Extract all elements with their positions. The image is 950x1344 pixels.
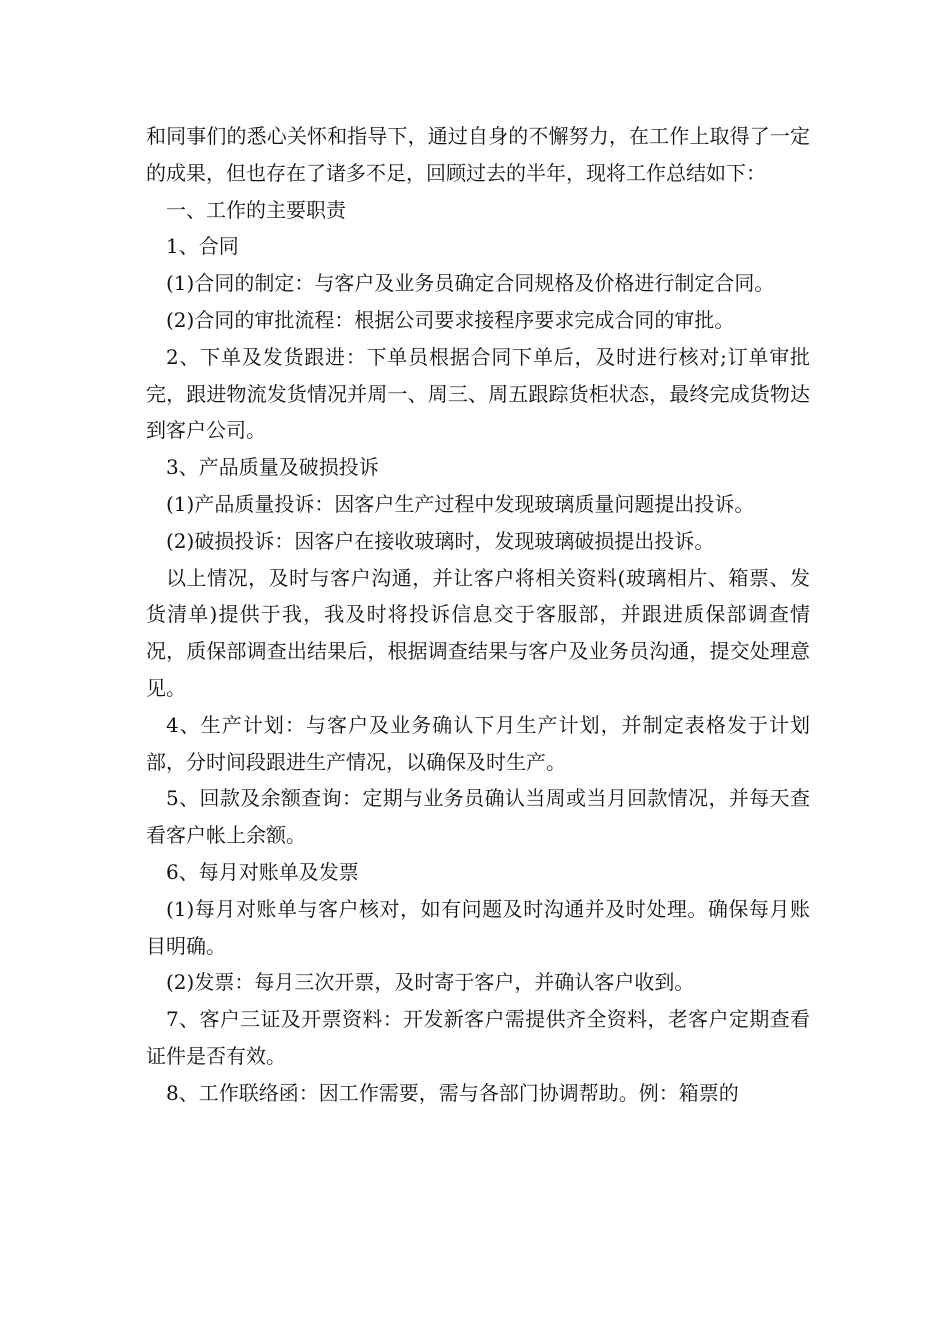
paragraph-intro: 和同事们的悉心关怀和指导下，通过自身的不懈努力，在工作上取得了一定的成果，但也存在了诸多不足，回顾过去的半年，现将工作总结如下：	[146, 124, 810, 185]
paragraph-quality-complaint: (1)产品质量投诉：因客户生产过程中发现玻璃质量问题提出投诉。	[166, 491, 755, 516]
paragraph-payment-balance: 5、回款及余额查询：定期与业务员确认当周或当月回款情况，并每天查看客户帐上余额。	[146, 786, 810, 848]
paragraph-order-shipping: 2、下单及发货跟进：下单员根据合同下单后，及时进行核对;订单审批完，跟进物流发货情况并周一、周三、周五跟踪货柜状态，最终完成货物达到客户公司。	[146, 344, 810, 443]
paragraph-customer-certificates: 7、客户三证及开票资料：开发新客户需提供齐全资料，老客户定期查看证件是否有效。	[146, 1007, 810, 1068]
paragraph-work-liaison: 8、工作联络函：因工作需要，需与各部门协调帮助。例：箱票的	[166, 1080, 739, 1105]
paragraph-invoices: (2)发票：每月三次开票，及时寄于客户，并确认客户收到。	[166, 970, 695, 995]
paragraph-production-plan: 4、生产计划：与客户及业务确认下月生产计划，并制定表格发于计划部，分时间段跟进生产情况，以确保及时生产。	[146, 712, 810, 774]
paragraph-contract-drafting: (1)合同的制定：与客户及业务员确定合同规格及价格进行制定合同。	[166, 271, 775, 296]
paragraph-damage-complaint: (2)破损投诉：因客户在接收玻璃时，发现玻璃破损提出投诉。	[166, 528, 715, 553]
paragraph-monthly-statement: (1)每月对账单与客户核对，如有问题及时沟通并及时处理。确保每月账目明确。	[146, 896, 810, 958]
heading-quality-complaints: 3、产品质量及破损投诉	[166, 455, 379, 480]
paragraph-complaint-handling: 以上情况，及时与客户沟通，并让客户将相关资料(玻璃相片、箱票、发货清单)提供于我，我及时将投诉信息交于客服部，并跟进质保部调查情况，质保部调查出结果后，根据调查结果与客户及业务员沟通，提交处理意见。	[146, 565, 810, 700]
paragraph-contract-approval: (2)合同的审批流程：根据公司要求接程序要求完成合同的审批。	[166, 307, 735, 332]
heading-main-duties: 一、工作的主要职责	[166, 197, 346, 222]
heading-contract: 1、合同	[166, 234, 239, 259]
heading-statements-invoices: 6、每月对账单及发票	[166, 859, 359, 884]
document-body	[146, 118, 810, 1112]
